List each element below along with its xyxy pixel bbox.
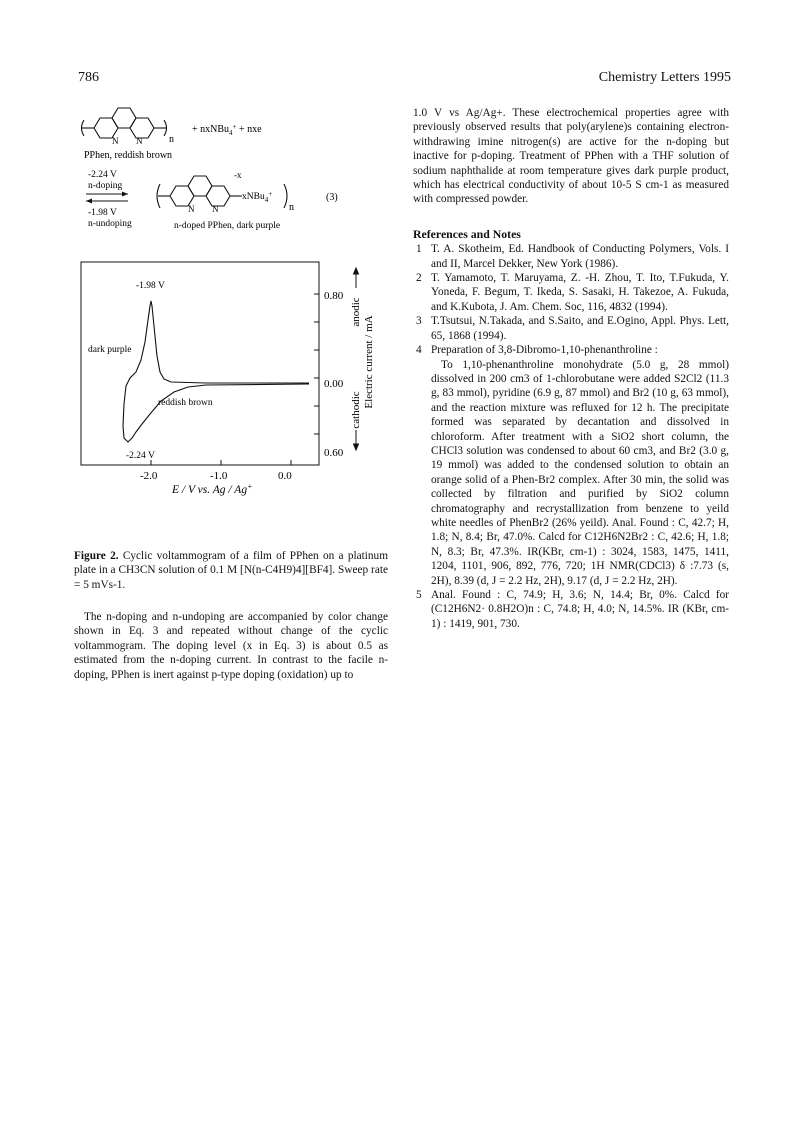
- counterion: xNBu$_4$+: [242, 190, 273, 204]
- peak-label-top: -1.98 V: [136, 281, 165, 291]
- repeat-n-bottom: n: [289, 202, 294, 213]
- left-column-body: [74, 610, 388, 682]
- x-tick-1: -2.0: [140, 470, 158, 482]
- charge-label: -x: [234, 170, 242, 180]
- repeat-n-top: n: [169, 134, 174, 145]
- cathodic-arrow: [354, 430, 359, 450]
- cv-figure: [76, 258, 396, 530]
- figure-caption: [74, 549, 388, 592]
- doping-label: n-doping: [88, 181, 123, 191]
- right-column: [413, 106, 729, 631]
- plot-frame: [81, 262, 319, 465]
- page-number: 786: [78, 70, 99, 85]
- equation-number: (3): [326, 192, 338, 203]
- doped-pphen-label: n-doped PPhen, dark purple: [174, 221, 281, 231]
- cathodic-label: cathodic: [350, 391, 362, 429]
- anodic-label: anodic: [350, 297, 362, 327]
- caption-label: Figure 2.: [74, 550, 119, 562]
- reference-2: 2 T. Yamamoto, T. Maruyama, Z. -H. Zhou, T. Ito, T.Fukuda, Y. Yoneda, F. Begum, T. Ikeda, S. Sasaki, H. Takezoe, A. Fukuda, and K.Kubota, J. Am. Chem. Soc, 116, 4832 (1994).: [416, 272, 729, 313]
- reference-4: 4 Preparation of 3,8-Dibromo-1,10-phenanthroline : To 1,10-phenanthroline monohydrate (5.0 g, 28 mmol) dissolved in 200 cm3 of 1-chlorobutane were added S2Cl2 (11.3 g, 83 mmol), pyridine (6.9 g, 87 mmol) and Br2 (10 g, 63 mmol), and the reaction mixture was refluxed for 12 h. The precipitate formed was separated by decantation and dissolved in chloroform. After treatment with a SiO2 short column, the CHCl3 solution was condensed to about 60 cm3, and Br2 (3.0 g, 19 mmol) was added to the condensed solution to obtain an orange solid of a Phen-Br2 complex. After 30 min, the solid was collected by filtration and purified by SiO2 column chromatography and recrystallization from benzene to yeild white needles of PhenBr2 (26% yeild). Anal. Found : C, 42.7; H, 1.8; N, 8.4; Br, 47.0%. Calcd for C12H6N2Br2 : C, 42.6; H, 1.8; N, 8.3; Br, 47.3%. IR(KBr, cm-1) : 3024, 1583, 1475, 1411, 1204, 1101, 906, 892, 776, 720; 1H NMR(CDCl3) δ :7.73 (s, 2H), 8.39 (d, J = 2.2 Hz, 2H), 9.17 (d, J = 2.2 Hz, 2H).: [416, 344, 729, 587]
- x-tick-3: 0.0: [278, 470, 292, 482]
- references-heading: References and Notes: [413, 226, 521, 241]
- y-tick-1: 0.80: [324, 290, 344, 302]
- undoping-label: n-undoping: [88, 219, 132, 229]
- doping-potential: -2.24 V: [88, 170, 117, 180]
- pphen-structure: [82, 108, 167, 138]
- dark-purple-label: dark purple: [88, 345, 132, 355]
- y-tick-2: 0.00: [324, 378, 344, 390]
- undoping-potential: -1.98 V: [88, 208, 117, 218]
- scheme-reagents: + nxNBu$_4$+ + nxe: [192, 123, 262, 137]
- peak-label-bottom: -2.24 V: [126, 451, 155, 461]
- pphen-label: PPhen, reddish brown: [84, 150, 173, 161]
- atom-n-3: N: [188, 204, 195, 214]
- body-paragraph: The n-doping and n-undoping are accompanied by color change shown in Eq. 3 and repeated without change of the cyclic voltammogram. The doping level (x in Eq. 3) is about 0.5 as estimated from the n-doping current. In contrast to the facile n-doping, PPhen is inert against p-type doping (oxidation) up to: [74, 611, 388, 681]
- atom-n-1: N: [112, 136, 119, 146]
- reference-5: 5 Anal. Found : C, 74.9; H, 3.6; N, 14.4; Br, 0%. Calcd for (C12H6N2· 0.8H2O)n : C, 74.8; H, 4.0; N, 14.5%. IR (KBr, cm-1) : 1419, 901, 730.: [416, 589, 729, 630]
- reaction-scheme: [70, 98, 400, 238]
- atom-n-2: N: [136, 136, 143, 146]
- y-axis-label: Electric current / mA: [363, 315, 375, 409]
- reddish-brown-label: reddish brown: [158, 398, 213, 408]
- caption-text: Cyclic voltammogram of a film of PPhen on a platinum plate in a CH3CN solution of 0.1 M [N(n-C4H9)4][BF4]. Sweep rate = 5 mVs-1.: [74, 550, 388, 591]
- journal-title: Chemistry Letters 1995: [598, 70, 731, 85]
- y-tick-3: 0.60: [324, 447, 344, 459]
- cv-curve: [123, 301, 309, 442]
- atom-n-4: N: [212, 204, 219, 214]
- x-tick-2: -1.0: [210, 470, 228, 482]
- x-axis-label: E / V vs. Ag / Ag+: [172, 482, 253, 496]
- reference-1: 1 T. A. Skotheim, Ed. Handbook of Conducting Polymers, Vols. I and II, Marcel Dekker, New York (1986).: [416, 243, 729, 270]
- anodic-arrow: [354, 268, 359, 288]
- body-paragraph-right: 1.0 V vs Ag/Ag+. These electrochemical properties agree with previously observed results that poly(arylene)s containing electron-withdrawing imine nitrogen(s) are active for the n-doping but inactive for p-doping. Treatment of PPhen with a THF solution of sodium naphthalide at room temperature gives dark purple product, which has electrical conductivity of about 10-5 S cm-1 as measured with compressed powder.: [413, 107, 729, 206]
- reference-4-body: To 1,10-phenanthroline monohydrate (5.0 g, 28 mmol) dissolved in 200 cm3 of 1-chlorobutane were added S2Cl2 (11.3 g, 83 mmol), pyridine (6.9 g, 87 mmol) and Br2 (10 g, 63 mmol), and the reaction mixture was refluxed for 12 h. The precipitate formed was separated by decantation and dissolved in chloroform. After treatment with a SiO2 short column, the CHCl3 solution was condensed to about 60 cm3, and Br2 (3.0 g, 19 mmol) was added to the condensed solution to obtain an orange solid of a Phen-Br2 complex. After 30 min, the solid was collected by filtration and purified by SiO2 column chromatography and recrystallization from benzene to yeild white needles of PhenBr2 (26% yeild). Anal. Found : C, 42.7; H, 1.8; N, 8.4; Br, 47.0%. Calcd for C12H6N2Br2 : C, 42.6; H, 1.8; N, 8.3; Br, 47.3%. IR(KBr, cm-1) : 3024, 1583, 1475, 1411, 1204, 1101, 906, 892, 776, 720; 1H NMR(CDCl3) δ :7.73 (s, 2H), 8.39 (d, J = 2.2 Hz, 2H), 9.17 (d, J = 2.2 Hz, 2H).: [431, 358, 729, 587]
- reference-3: 3 T.Tsutsui, N.Takada, and S.Saito, and E.Ogino, Appl. Phys. Lett, 65, 1868 (1994).: [416, 315, 729, 342]
